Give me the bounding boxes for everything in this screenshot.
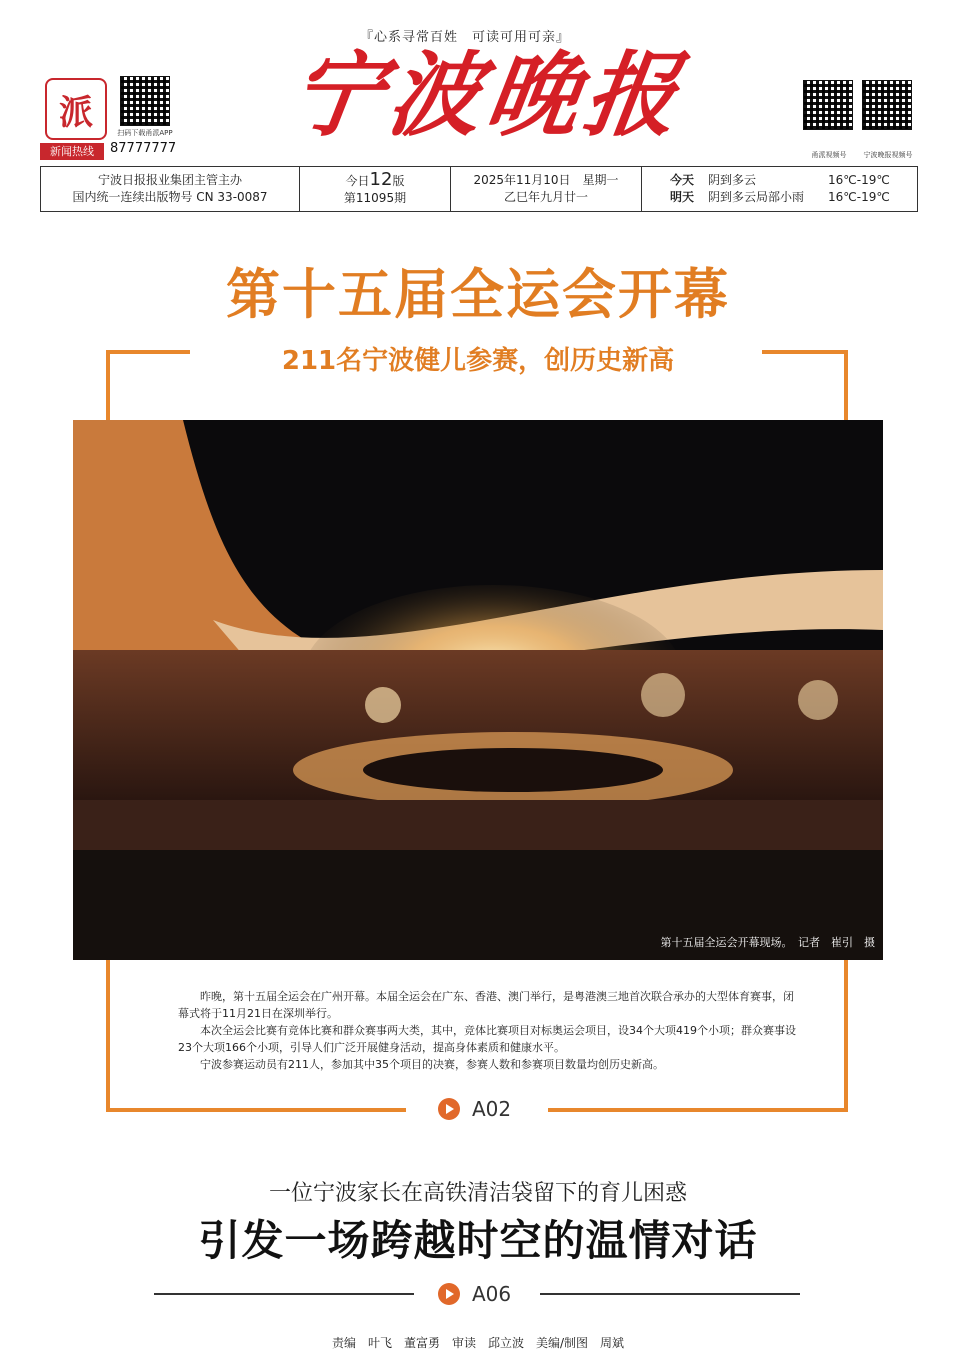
weather-row-tomorrow: 明天 阴到多云局部小雨 16℃-19℃: [670, 190, 890, 204]
play-icon: [438, 1098, 460, 1120]
issue-number: 第11095期: [343, 191, 407, 205]
lead-body: [178, 988, 798, 1073]
page-ref-a02[interactable]: [438, 1097, 511, 1121]
qr-caption-1: 甬派视频号: [811, 151, 847, 159]
qr-caption-2: 宁波晚报视频号: [863, 151, 913, 159]
info-strip: [40, 166, 918, 212]
date-text: 2025年11月10日 星期一: [473, 173, 619, 187]
page-ref-a06[interactable]: [438, 1282, 511, 1306]
weather-row-today: 今天 阴到多云 16℃-19℃: [670, 173, 890, 187]
publisher-cell: [41, 167, 300, 211]
publisher-text: 宁波日报报业集团主管主办: [97, 173, 242, 187]
frame-bottom-right: [548, 1108, 848, 1112]
lunar-date: 乙巳年九月廿一: [503, 190, 588, 204]
lead-subhead: 211名宁波健儿参赛，创历史新高: [281, 346, 675, 376]
weather-cell: [642, 167, 917, 211]
frame-bottom-left: [106, 1108, 406, 1112]
lead-paragraph-3: 宁波参赛运动员有211人，参加其中35个项目的决赛，参赛人数和参赛项目数量均创历史新高。: [200, 1058, 664, 1071]
divider-left: [154, 1293, 414, 1295]
editor-credits: 责编 叶飞 董富勇 审读 邱立波 美编/制图 周斌: [331, 1336, 625, 1350]
qr-code-icon: [862, 80, 912, 130]
app-qr-caption: 扫码下载甬派APP: [117, 129, 173, 137]
play-icon: [438, 1283, 460, 1305]
qr-code-icon: [120, 76, 170, 126]
page-count: 今日12版: [345, 169, 405, 190]
lead-paragraph-2: 本次全运会比赛有竞体比赛和群众赛事两大类，其中，竞体比赛项目对标奥运会项目，设34个大项419个小项；群众赛事设23个大项166个小项，引导人们广泛开展健身活动，提高身体素质和健康水平。: [178, 1024, 796, 1054]
serial-number: 国内统一连续出版物号 CN 33-0087: [72, 190, 268, 204]
divider-right: [540, 1293, 800, 1295]
hotline-label: 新闻热线: [40, 143, 104, 160]
masthead-slogan: 『心系寻常百姓 可读可用可亲』: [360, 30, 571, 45]
lead-paragraph-1: 昨晚，第十五届全运会在广州开幕。本届全运会在广东、香港、澳门举行，是粤港澳三地首次联合承办的大型体育赛事，闭幕式将于11月21日在深圳举行。: [178, 990, 794, 1020]
frame-top-right: [762, 350, 848, 354]
page-ref-label: A06: [472, 1282, 512, 1306]
edition-cell: [300, 167, 451, 211]
opening-ceremony-photo: [73, 420, 883, 960]
story-headline: 引发一场跨越时空的温情对话: [198, 1216, 758, 1265]
frame-top-left: [106, 350, 190, 354]
app-logo-icon: 派: [45, 78, 107, 140]
hotline-number: 87777777: [110, 141, 177, 156]
page-ref-label: A02: [472, 1097, 512, 1121]
lead-headline: 第十五届全运会开幕: [226, 263, 730, 326]
date-cell: [451, 167, 642, 211]
qr-code-icon: [803, 80, 853, 130]
newspaper-logo-title: 宁波晚报: [283, 41, 691, 149]
photo-caption: 第十五届全运会开幕现场。 记者 崔引 摄: [660, 936, 875, 949]
story-subhead: 一位宁波家长在高铁清洁袋留下的育儿困惑: [268, 1181, 687, 1206]
